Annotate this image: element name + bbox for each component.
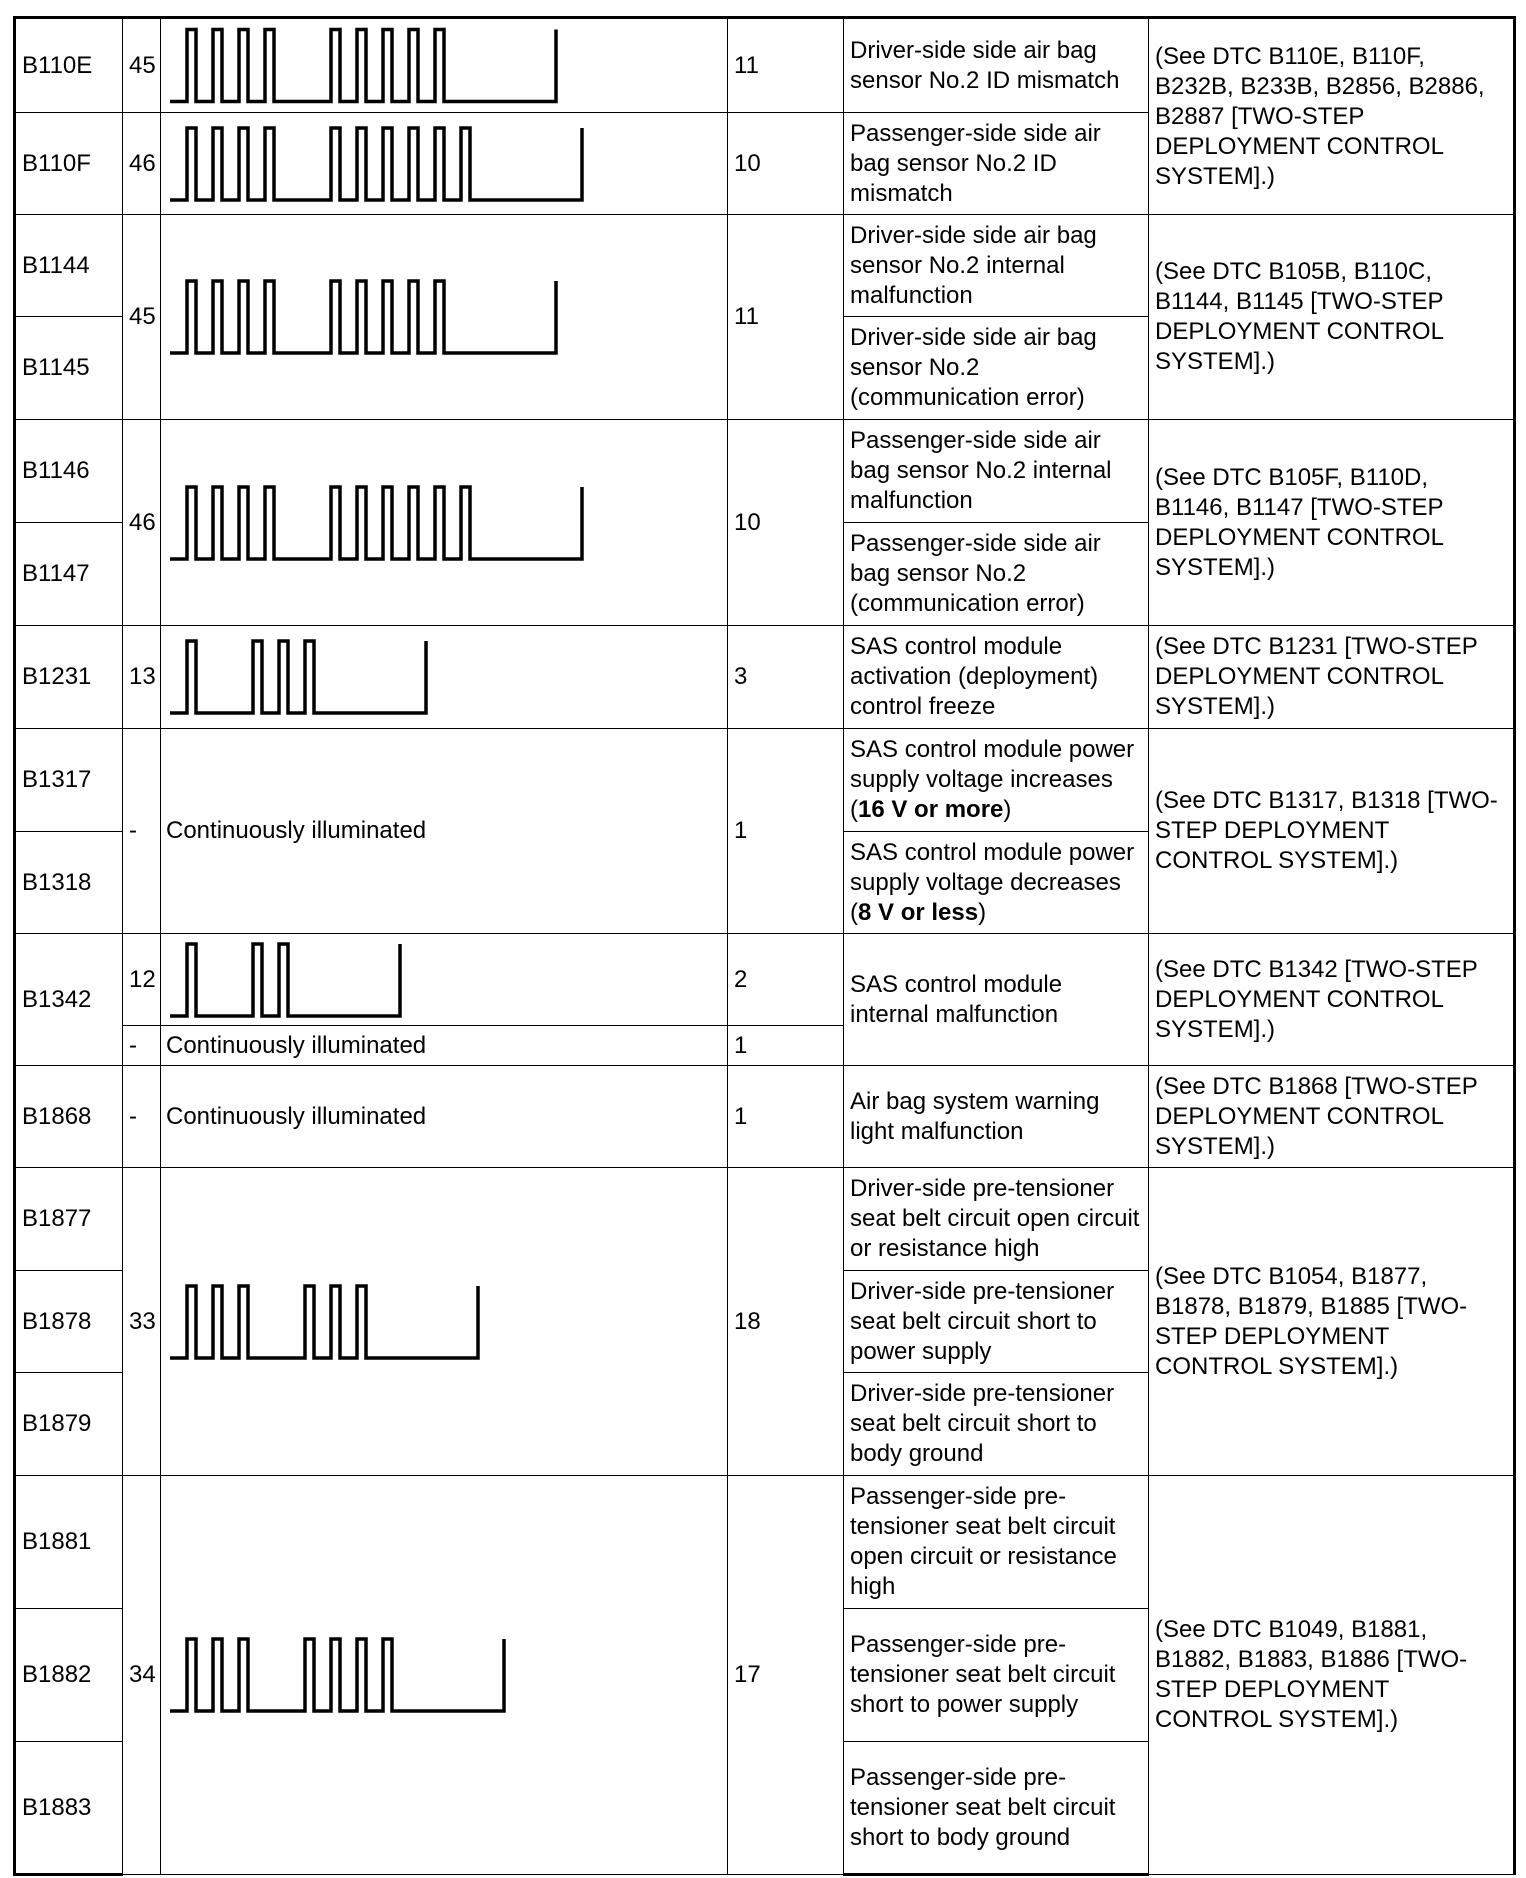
- flash-code: -: [123, 1026, 161, 1066]
- malfunction-description: Driver-side side air bag sensor No.2 (communication error): [844, 317, 1149, 420]
- malfunction-description: Driver-side pre-tensioner seat belt circuit open circuit or resistance high: [844, 1168, 1149, 1271]
- see-reference: (See DTC B1868 [TWO-STEP DEPLOYMENT CONTROL SYSTEM].): [1149, 1066, 1515, 1168]
- see-reference: (See DTC B1317, B1318 [TWO-STEP DEPLOYMENT CONTROL SYSTEM].): [1149, 729, 1515, 934]
- malfunction-description: Passenger-side side air bag sensor No.2 ID mismatch: [844, 113, 1149, 215]
- dtc-code: B1879: [15, 1373, 123, 1476]
- flash-code: -: [123, 1066, 161, 1168]
- flash-waveform: [161, 215, 728, 420]
- flash-count: 11: [728, 18, 844, 113]
- dtc-code: B1318: [15, 832, 123, 934]
- dtc-code: B110E: [15, 18, 123, 113]
- dtc-code: B1144: [15, 215, 123, 317]
- waveform-13-icon: [167, 631, 724, 723]
- flash-code: 34: [123, 1476, 161, 1875]
- flash-code: 45: [123, 215, 161, 420]
- flash-count: 18: [728, 1168, 844, 1476]
- malfunction-description: SAS control module activation (deployment) control freeze: [844, 626, 1149, 729]
- waveform-46-icon: [167, 475, 724, 571]
- flash-count: 1: [728, 1026, 844, 1066]
- flash-code: 12: [123, 934, 161, 1026]
- malfunction-description: Passenger-side pre-tensioner seat belt circuit open circuit or resistance high: [844, 1476, 1149, 1609]
- flash-count: 2: [728, 934, 844, 1026]
- see-reference: (See DTC B1231 [TWO-STEP DEPLOYMENT CONTROL SYSTEM].): [1149, 626, 1515, 729]
- flash-waveform: [161, 113, 728, 215]
- see-reference: (See DTC B105B, B110C, B1144, B1145 [TWO-STEP DEPLOYMENT CONTROL SYSTEM].): [1149, 215, 1515, 420]
- waveform-line: [170, 944, 400, 1016]
- flash-code: 33: [123, 1168, 161, 1476]
- flash-code: 13: [123, 626, 161, 729]
- waveform-12-icon: [167, 938, 724, 1022]
- see-reference: (See DTC B110E, B110F, B232B, B233B, B2856, B2886, B2887 [TWO-STEP DEPLOYMENT CONTROL SYSTEM].): [1149, 18, 1515, 215]
- flash-waveform: [161, 420, 728, 626]
- dtc-code: B1146: [15, 420, 123, 523]
- malfunction-description: Passenger-side pre-tensioner seat belt circuit short to body ground: [844, 1742, 1149, 1875]
- table-row: [15, 215, 1515, 317]
- flash-count: 3: [728, 626, 844, 729]
- dtc-code: B1231: [15, 626, 123, 729]
- waveform-34-icon: [167, 1627, 724, 1723]
- table-row: [15, 1168, 1515, 1271]
- waveform-33-icon: [167, 1274, 724, 1370]
- flash-count: 10: [728, 420, 844, 626]
- dtc-code: B1882: [15, 1609, 123, 1742]
- table-row: [15, 1066, 1515, 1168]
- waveform-line: [170, 487, 582, 559]
- voltage-threshold: 8 V or less: [858, 898, 979, 926]
- dtc-code: B1878: [15, 1271, 123, 1373]
- dtc-code: B1881: [15, 1476, 123, 1609]
- flash-waveform: [161, 934, 728, 1026]
- flash-count: 1: [728, 729, 844, 934]
- desc-text: SAS control module power supply voltage decreases (: [850, 838, 1135, 926]
- malfunction-description: Driver-side side air bag sensor No.2 ID mismatch: [844, 18, 1149, 113]
- waveform-line: [170, 128, 582, 200]
- see-reference: (See DTC B105F, B110D, B1146, B1147 [TWO-STEP DEPLOYMENT CONTROL SYSTEM].): [1149, 420, 1515, 626]
- flash-code: 46: [123, 420, 161, 626]
- waveform-line: [170, 1639, 504, 1711]
- voltage-threshold: 16 V or more: [858, 796, 1004, 823]
- flash-code: 45: [123, 18, 161, 113]
- dtc-code: B1145: [15, 317, 123, 420]
- table-row: [15, 1476, 1515, 1609]
- malfunction-description: Passenger-side side air bag sensor No.2 internal malfunction: [844, 420, 1149, 523]
- see-reference: (See DTC B1049, B1881, B1882, B1883, B1886 [TWO-STEP DEPLOYMENT CONTROL SYSTEM].): [1149, 1476, 1515, 1875]
- flash-waveform: [161, 1168, 728, 1476]
- table-row: [15, 420, 1515, 523]
- dtc-code: B1883: [15, 1742, 123, 1875]
- desc-text: SAS control module power supply voltage increases (: [850, 736, 1135, 823]
- table-row: [15, 729, 1515, 832]
- malfunction-description: Driver-side pre-tensioner seat belt circuit short to power supply: [844, 1271, 1149, 1373]
- malfunction-description: Driver-side side air bag sensor No.2 internal malfunction: [844, 215, 1149, 317]
- dtc-code: B1877: [15, 1168, 123, 1271]
- malfunction-description: Passenger-side side air bag sensor No.2 (communication error): [844, 523, 1149, 626]
- flash-count: 10: [728, 113, 844, 215]
- malfunction-description: Air bag system warning light malfunction: [844, 1066, 1149, 1168]
- continuous-label: Continuously illuminated: [161, 1026, 728, 1066]
- see-reference: (See DTC B1342 [TWO-STEP DEPLOYMENT CONTROL SYSTEM].): [1149, 934, 1515, 1066]
- table-row: [15, 934, 1515, 1026]
- waveform-45-icon: [167, 269, 724, 365]
- flash-count: 1: [728, 1066, 844, 1168]
- continuous-label: Continuously illuminated: [161, 1066, 728, 1168]
- waveform-46-icon: [167, 119, 724, 209]
- flash-code: 46: [123, 113, 161, 215]
- table-row: [15, 626, 1515, 729]
- malfunction-description: Driver-side pre-tensioner seat belt circuit short to body ground: [844, 1373, 1149, 1476]
- dtc-code: B110F: [15, 113, 123, 215]
- desc-close: ): [1003, 796, 1012, 823]
- waveform-line: [170, 281, 556, 353]
- flash-waveform: [161, 18, 728, 113]
- malfunction-description: Passenger-side pre-tensioner seat belt circuit short to power supply: [844, 1609, 1149, 1742]
- flash-waveform: [161, 626, 728, 729]
- malfunction-description: [844, 729, 1149, 832]
- dtc-flash-pattern-table: [13, 16, 1516, 1876]
- dtc-code: B1147: [15, 523, 123, 626]
- flash-code: -: [123, 729, 161, 934]
- table-row: [15, 18, 1515, 113]
- malfunction-description: [844, 832, 1149, 934]
- malfunction-description: SAS control module internal malfunction: [844, 934, 1149, 1066]
- dtc-code: B1868: [15, 1066, 123, 1168]
- flash-count: 17: [728, 1476, 844, 1875]
- waveform-line: [170, 641, 426, 713]
- dtc-code: B1342: [15, 934, 123, 1066]
- continuous-label: Continuously illuminated: [161, 729, 728, 934]
- waveform-line: [170, 1286, 478, 1358]
- flash-waveform: [161, 1476, 728, 1875]
- flash-count: 11: [728, 215, 844, 420]
- dtc-code: B1317: [15, 729, 123, 832]
- waveform-line: [170, 30, 556, 102]
- desc-close: ): [978, 898, 987, 926]
- see-reference: (See DTC B1054, B1877, B1878, B1879, B1885 [TWO-STEP DEPLOYMENT CONTROL SYSTEM].): [1149, 1168, 1515, 1476]
- waveform-45-icon: [167, 24, 724, 107]
